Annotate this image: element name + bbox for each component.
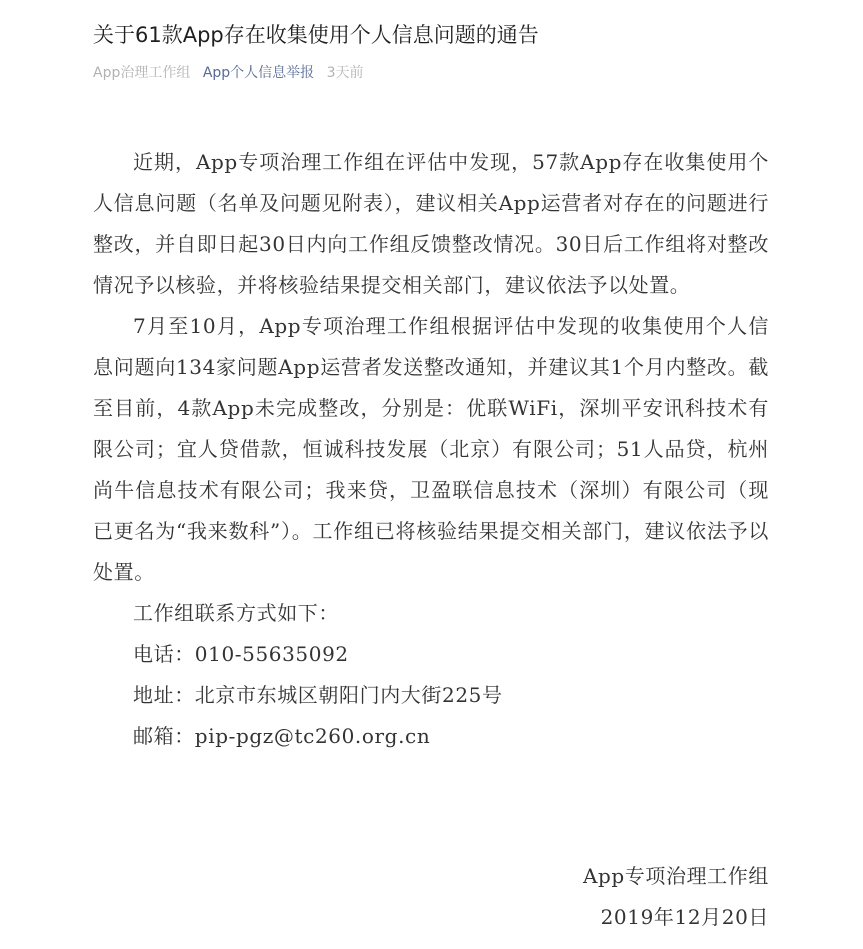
publish-time: 3天前 bbox=[326, 65, 364, 81]
article-content bbox=[93, 142, 769, 757]
article-source: App治理工作组 bbox=[93, 65, 191, 81]
contact-intro: 工作组联系方式如下： bbox=[133, 601, 339, 625]
contact-phone: 电话：010-55635092 bbox=[133, 642, 349, 666]
contact-address: 地址：北京市东城区朝阳门内大街225号 bbox=[133, 683, 503, 707]
signature-date: 2019年12月20日 bbox=[600, 905, 769, 929]
contact-email: 邮箱：pip-pgz@tc260.org.cn bbox=[133, 724, 431, 748]
account-name-link[interactable]: App个人信息举报 bbox=[202, 65, 315, 81]
article-title: 关于61款App存在收集使用个人信息问题的通告 bbox=[93, 23, 539, 47]
paragraph-1: 近期，App专项治理工作组在评估中发现，57款App存在收集使用个人信息问题（名单及问题见附表），建议相关App运营者对存在的问题进行整改，并自即日起30日内向工作组反馈整改情况。30日后工作组将对整改情况予以核验，并将核验结果提交相关部门，建议依法予以处置。 bbox=[93, 150, 769, 297]
article-meta bbox=[93, 62, 364, 84]
paragraph-2: 7月至10月，App专项治理工作组根据评估中发现的收集使用个人信息问题向134家问题App运营者发送整改通知，并建议其1个月内整改。截至目前，4款App未完成整改，分别是：优联WiFi，深圳平安讯科技术有限公司；宜人贷借款，恒诚科技发展（北京）有限公司；51人品贷，杭州尚牛信息技术有限公司；我来贷，卫盈联信息技术（深圳）有限公司（现已更名为“我来数科”）。工作组已将核验结果提交相关部门，建议依法予以处置。 bbox=[93, 314, 769, 584]
signature-org: App专项治理工作组 bbox=[582, 864, 769, 888]
signature-block bbox=[583, 856, 769, 938]
